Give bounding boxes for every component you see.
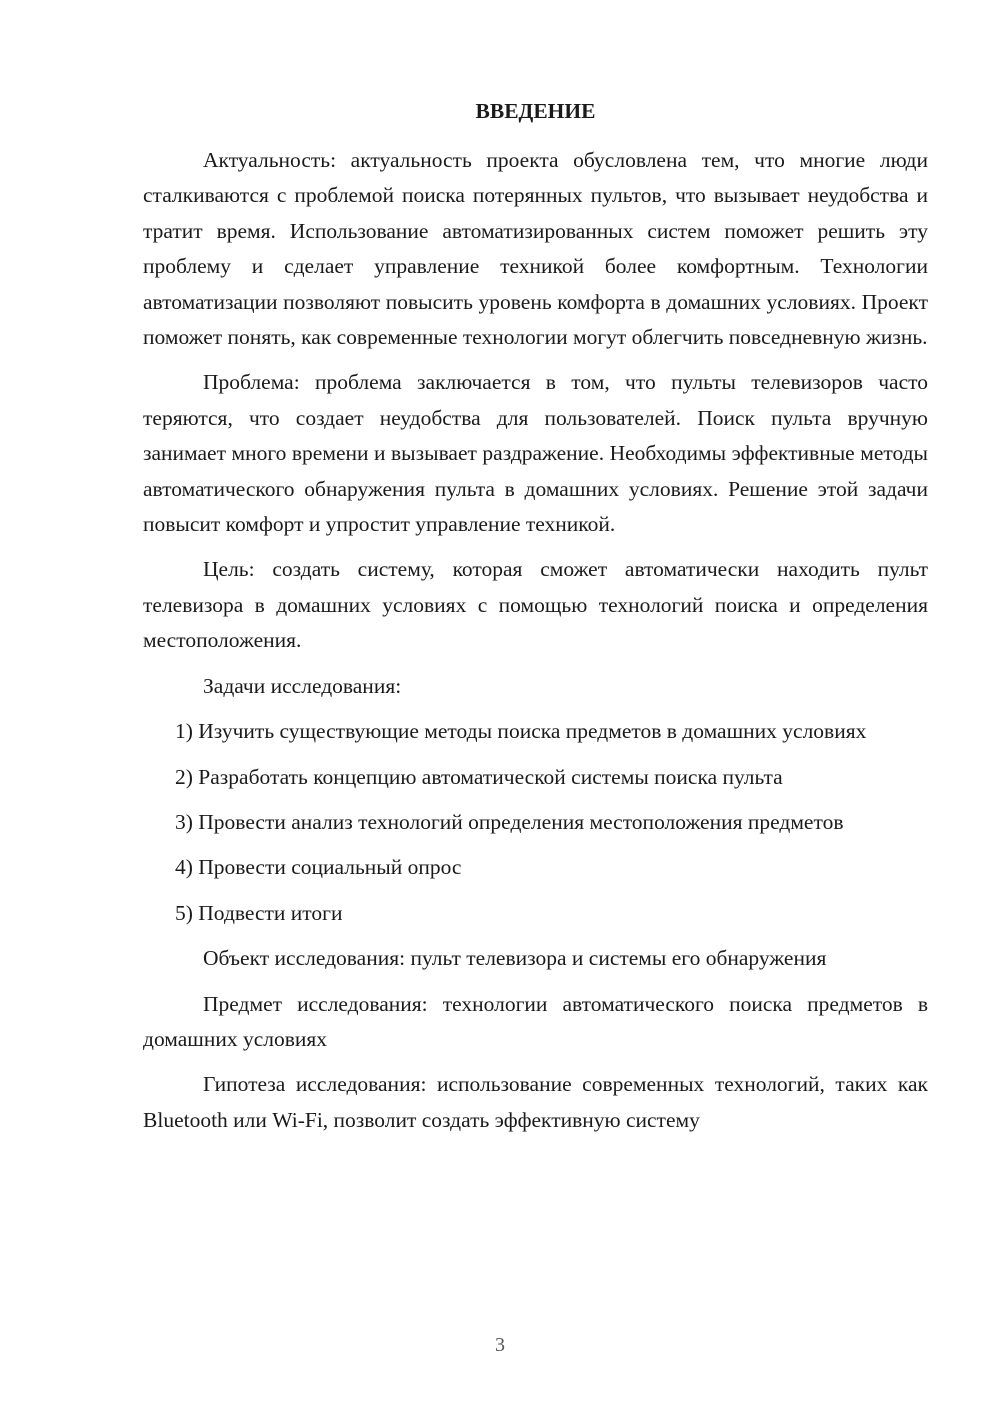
- page-title: ВВЕДЕНИЕ: [475, 99, 596, 123]
- list-item: 2) Разработать концепцию автоматической системы поиска пульта: [175, 764, 783, 789]
- list-item: 1) Изучить существующие методы поиска предметов в домашних условиях: [175, 719, 867, 744]
- list-item: 3) Провести анализ технологий определения местоположения предметов: [175, 809, 844, 834]
- subject-paragraph: Предмет исследования: технологии автоматического поиска предметов в домашних условиях: [143, 991, 928, 1051]
- hypothesis-paragraph: Гипотеза исследования: использование современных технологий, таких как Bluetooth или Wi-Fi, позволит создать эффективную систему: [143, 1072, 928, 1132]
- list-item: 5) Подвести итоги: [175, 900, 343, 925]
- document-body: [143, 94, 928, 1148]
- problem-paragraph: Проблема: проблема заключается в том, что пульты телевизоров часто теряются, что создает неудобства для пользователей. Поиск пульта вручную занимает много времени и вызывает раздражение. Необходимы эффективные методы автоматического обнаружения пульта в домашних условиях. Решение этой задачи повысит комфорт и упростит управление техникой.: [143, 370, 928, 537]
- tasks-list: [143, 714, 928, 931]
- relevance-paragraph: Актуальность: актуальность проекта обусловлена тем, что многие люди сталкиваются с проблемой поиска потерянных пультов, что вызывает неудобства и тратит время. Использование автоматизированных систем поможет решить эту проблему и сделает управление техникой более комфортным. Технологии автоматизации позволяют повысить уровень комфорта в домашних условиях. Проект поможет понять, как современные технологии могут облегчить повседневную жизнь.: [143, 148, 928, 350]
- list-item: 4) Провести социальный опрос: [175, 855, 462, 880]
- tasks-heading: Задачи исследования:: [203, 673, 402, 698]
- object-paragraph: Объект исследования: пульт телевизора и системы его обнаружения: [203, 946, 827, 971]
- goal-paragraph: Цель: создать систему, которая сможет автоматически находить пульт телевизора в домашних условиях с помощью технологий поиска и определения местоположения.: [143, 557, 928, 653]
- page-number: 3: [495, 1334, 505, 1356]
